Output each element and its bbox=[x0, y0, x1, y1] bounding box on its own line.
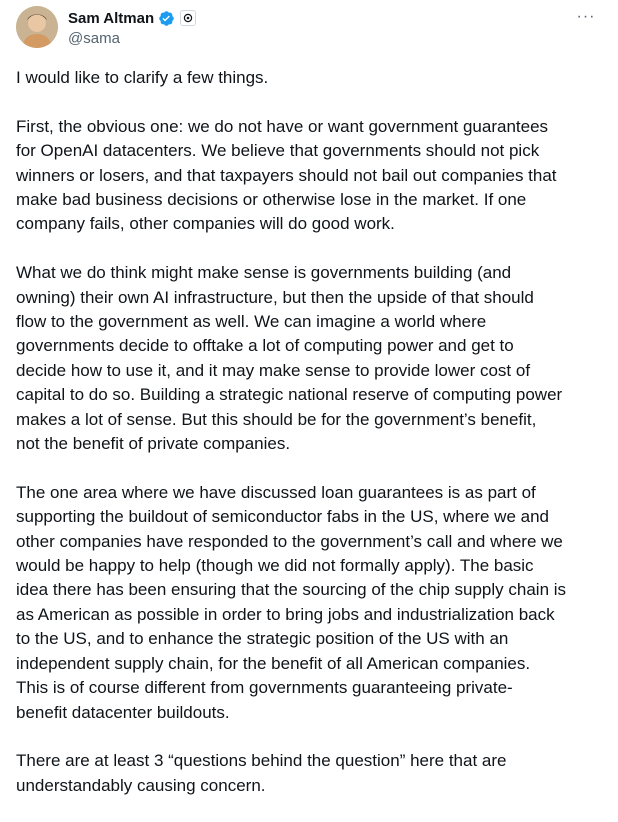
tweet-paragraph: What we do think might make sense is governments building (and owning) their own AI infrastructure, but then the upside of that should flow to the government as well. We can imagine a world where governments decide to offtake a lot of computing power and get to decide how to use it, and it may make sense to provide lower cost of capital to do so. Building a strategic national reserve of computing power makes a lot of sense. But this should be for the government’s benefit, not the benefit of private companies. bbox=[16, 263, 563, 454]
tweet-paragraph: First, the obvious one: we do not have or want government guarantees for OpenAI datacenters. We believe that governments should not pick winners or losers, and that taxpayers should not bail out companies that make bad business decisions or otherwise lose in the market. If one company fails, other companies will do good work. bbox=[16, 116, 557, 234]
more-options-icon[interactable]: ··· bbox=[576, 8, 596, 25]
author-handle[interactable]: @sama bbox=[68, 30, 120, 47]
author-name-row bbox=[68, 8, 196, 28]
tweet-header bbox=[16, 6, 602, 52]
author-display-name[interactable]: Sam Altman bbox=[68, 9, 155, 27]
verified-badge-icon[interactable] bbox=[158, 10, 175, 27]
tweet-paragraph: I would like to clarify a few things. bbox=[16, 68, 269, 87]
avatar-image bbox=[16, 6, 58, 48]
tweet-paragraph: The one area where we have discussed loan guarantees is as part of supporting the buildout of semiconductor fabs in the US, where we and other companies have responded to the government’s call and where we would be happy to help (though we did not formally apply). The basic idea there has been ensuring that the sourcing of the chip supply chain is as American as possible in order to bring jobs and industrialization back to the US, and to enhance the strategic position of the US with an independent supply chain, for the benefit of all American companies. This is of course different from governments guaranteeing private- benefit datacenter buildouts. bbox=[16, 482, 567, 722]
openai-affiliate-icon[interactable] bbox=[180, 10, 196, 26]
tweet-paragraph: There are at least 3 “questions behind the question” here that are understandably causing concern. bbox=[16, 751, 507, 795]
author-info bbox=[68, 8, 196, 47]
tweet-text bbox=[16, 66, 616, 822]
avatar[interactable] bbox=[16, 6, 58, 48]
